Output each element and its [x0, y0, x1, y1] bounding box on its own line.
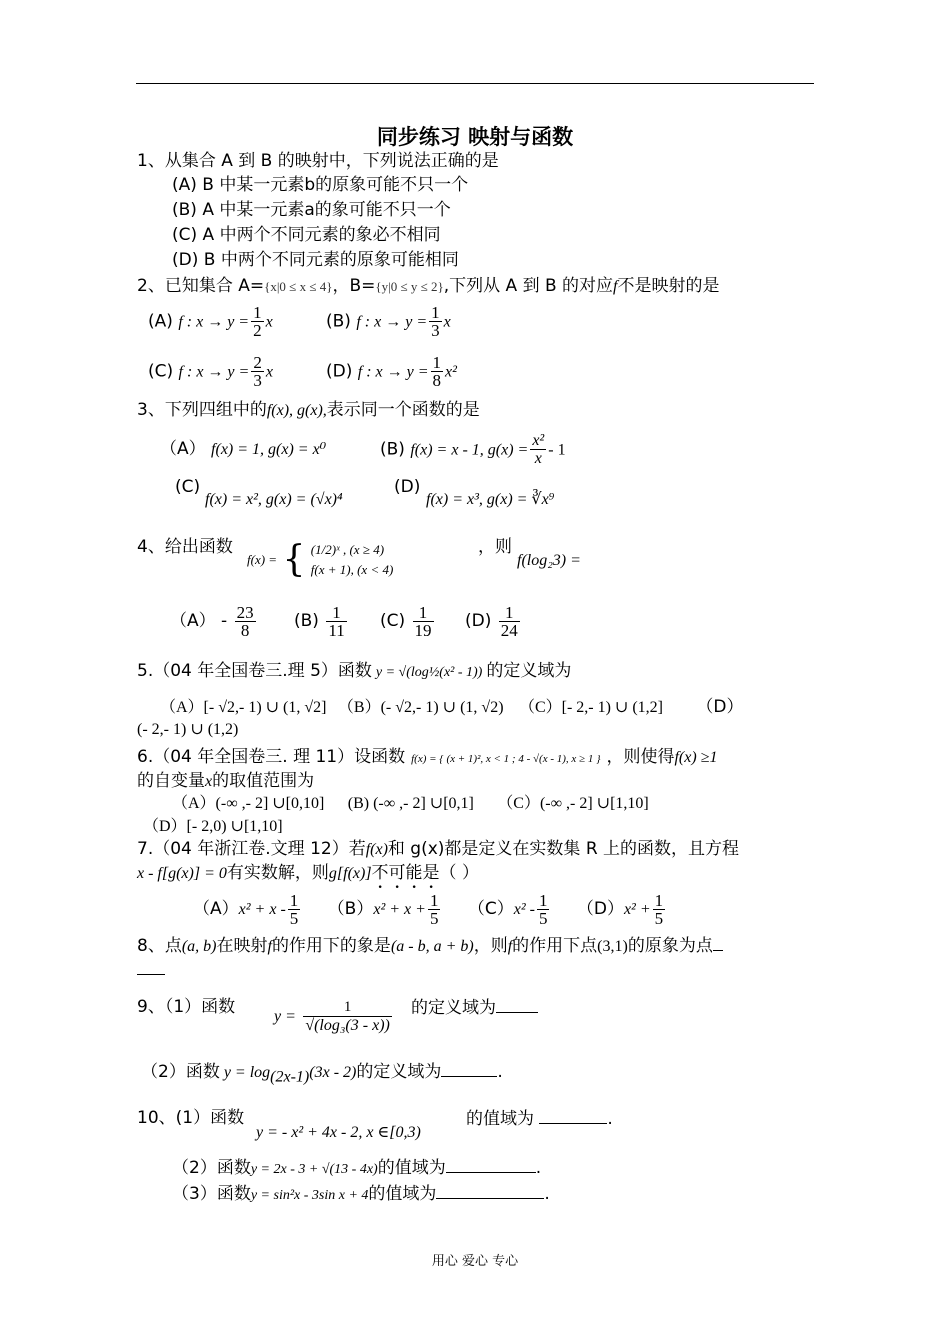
q4-then: ，则 — [478, 537, 512, 557]
header-rule — [136, 83, 814, 84]
q8-stem: 8、点(a, b)在映射f的作用下的象是(a - b, a + b)，则f的作用下点(3,1)的原象为点 — [137, 934, 723, 958]
q3-option-a: （A） f(x) = 1, g(x) = x⁰ — [160, 439, 327, 459]
q1-option-b: (B) A 中某一元素a的象可能不只一个 — [172, 200, 451, 220]
q10-part1-expr: y = - x² + 4x - 2, x ∈[0,3) — [256, 1124, 421, 1141]
q1-option-d: (D) B 中两个不同元素的原象可能相同 — [172, 250, 459, 270]
q2-option-c: (C) f : x → y = $\frac{2}{3}$ x — [148, 353, 273, 390]
q5-options: （A）[- √2,- 1) ∪ (1, √2] （B）(- √2,- 1) ∪ (1, √2) （C）[- 2,- 1) ∪ (1,2] （D） — [160, 697, 744, 717]
q7-line2: x - f[g(x)] = 0有实数解，则g[f(x)]不可能是（ ） — [137, 863, 479, 883]
q7-stem: 7.（04 年浙江卷.文理 12）若f(x)和 g(x)都是定义在实数集 R 上的函数，且方程 — [137, 839, 740, 859]
q4-ask: f(log₂3) = — [517, 552, 581, 569]
q10-part1-blank — [539, 1107, 607, 1124]
q2-option-a: (A) f : x → y = $\frac{1}{2}$ x — [148, 303, 273, 340]
q6-line2: 的自变量x的取值范围为 — [137, 771, 315, 791]
q10-part1-label: 10、(1）函数 — [137, 1108, 245, 1128]
q7-options: （A）x² + x - $\frac{1}{5}$ （B）x² + x + $\frac{1}{5}$ （C）x² - $\frac{1}{5}$ （D）x² + $\frac{1}{5}$ — [193, 890, 664, 928]
q5-expr: y = √(log½(x² - 1)) — [375, 665, 483, 680]
q3-option-c: f(x) = x², g(x) = (√x)⁴ — [205, 491, 343, 508]
q4-stem: 4、给出函数 — [137, 537, 233, 557]
q2-option-d: (D) f : x → y = $\frac{1}{8}$ x² — [326, 353, 457, 390]
q4-option-a: （A） - $\frac{23}{8}$ — [170, 602, 254, 640]
q5-option-d: (- 2,- 1) ∪ (1,2) — [137, 721, 239, 738]
q6-options: （A）(-∞ ,- 2] ∪[0,10] (B) (-∞ ,- 2] ∪[0,1] （C）(-∞ ,- 2] ∪[1,10] — [172, 795, 649, 812]
q4-piecewise: f(x) = { (1/2)ˣ , (x ≥ 4) f(x + 1), (x < 4) — [247, 539, 394, 580]
q1-option-a: (A) B 中某一元素b的原象可能不只一个 — [172, 175, 469, 195]
q4-option-b: (B) $\frac{1}{11}$ — [294, 602, 345, 640]
q10-part2-blank — [446, 1156, 536, 1173]
q9-part1-blank — [496, 996, 538, 1013]
q4-brace: { — [282, 539, 306, 580]
q10-part1-tail: 的值域为 . — [466, 1109, 613, 1129]
page-title: 同步练习 映射与函数 — [376, 125, 574, 149]
q6-expr: f(x) = { (x + 1)², x < 1 ; 4 - √(x - 1), x ≥ 1 } — [411, 753, 601, 765]
q6-option-d: （D）[- 2,0) ∪[1,10] — [143, 818, 283, 835]
page-footer: 用心 爱心 专心 — [431, 1254, 519, 1269]
q7-emphasis: 不可能是 — [371, 863, 440, 883]
q9-part2: （2）函数 $y = \log_{(2x-1)}(3x - 2)$的定义域为 . — [141, 1062, 503, 1086]
q3-option-c-label: (C) — [175, 477, 201, 497]
q10-part2: （2）函数y = 2x - 3 + √(13 - 4x)的值域为 . — [172, 1158, 542, 1178]
q2-stem: 2、已知集合 A={x|0 ≤ x ≤ 4}，B={y|0 ≤ y ≤ 2},下列从 A 到 B 的对应f不是映射的是 — [137, 276, 720, 296]
q8-answer-blank — [713, 934, 723, 951]
q2-option-b: (B) f : x → y = $\frac{1}{3}$ x — [326, 303, 451, 340]
q9-part1-expr: y = $\frac{1}{\text{√(log₃(3 - x))}}$ — [274, 998, 390, 1034]
q1-stem: 1、从集合 A 到 B 的映射中，下列说法正确的是 — [137, 151, 499, 171]
q4-option-d: (D) $\frac{1}{24}$ — [465, 602, 518, 640]
q1-option-c: (C) A 中两个不同元素的象必不相同 — [172, 225, 441, 245]
q2-set-a: {x|0 ≤ x ≤ 4} — [264, 279, 333, 294]
q6-stem: 6.（04 年全国卷三. 理 11）设函数 f(x) = { (x + 1)², x < 1 ; 4 - √(x - 1), x ≥ 1 } ，则使得f(x) ≥1 — [137, 747, 718, 767]
q9-part1-label: 9、（1）函数 — [137, 997, 236, 1017]
q10-part3-blank — [436, 1182, 544, 1199]
q3-stem: 3、下列四组中的f(x), g(x),表示同一个函数的是 — [137, 400, 480, 420]
q2-set-b: {y|0 ≤ y ≤ 2} — [375, 279, 444, 294]
q3-option-d: f(x) = x³, g(x) = ∛x⁹ — [426, 491, 555, 508]
q9-part2-blank — [441, 1060, 497, 1077]
q4-option-c: (C) $\frac{1}{19}$ — [380, 602, 432, 640]
q3-option-b: (B) f(x) = x - 1, g(x) = $\frac{\text{x²}}{x}$ - 1 — [380, 432, 566, 467]
q8-blank-continued — [137, 958, 165, 981]
q9-part1-tail: 的定义域为 — [411, 996, 538, 1019]
q10-part3: （3）函数y = sin²x - 3sin x + 4的值域为 . — [172, 1184, 550, 1204]
q5-stem: 5.（04 年全国卷三.理 5）函数 y = √(log½(x² - 1)) 的定义域为 — [137, 661, 572, 681]
q3-option-d-label: (D) — [394, 477, 421, 497]
